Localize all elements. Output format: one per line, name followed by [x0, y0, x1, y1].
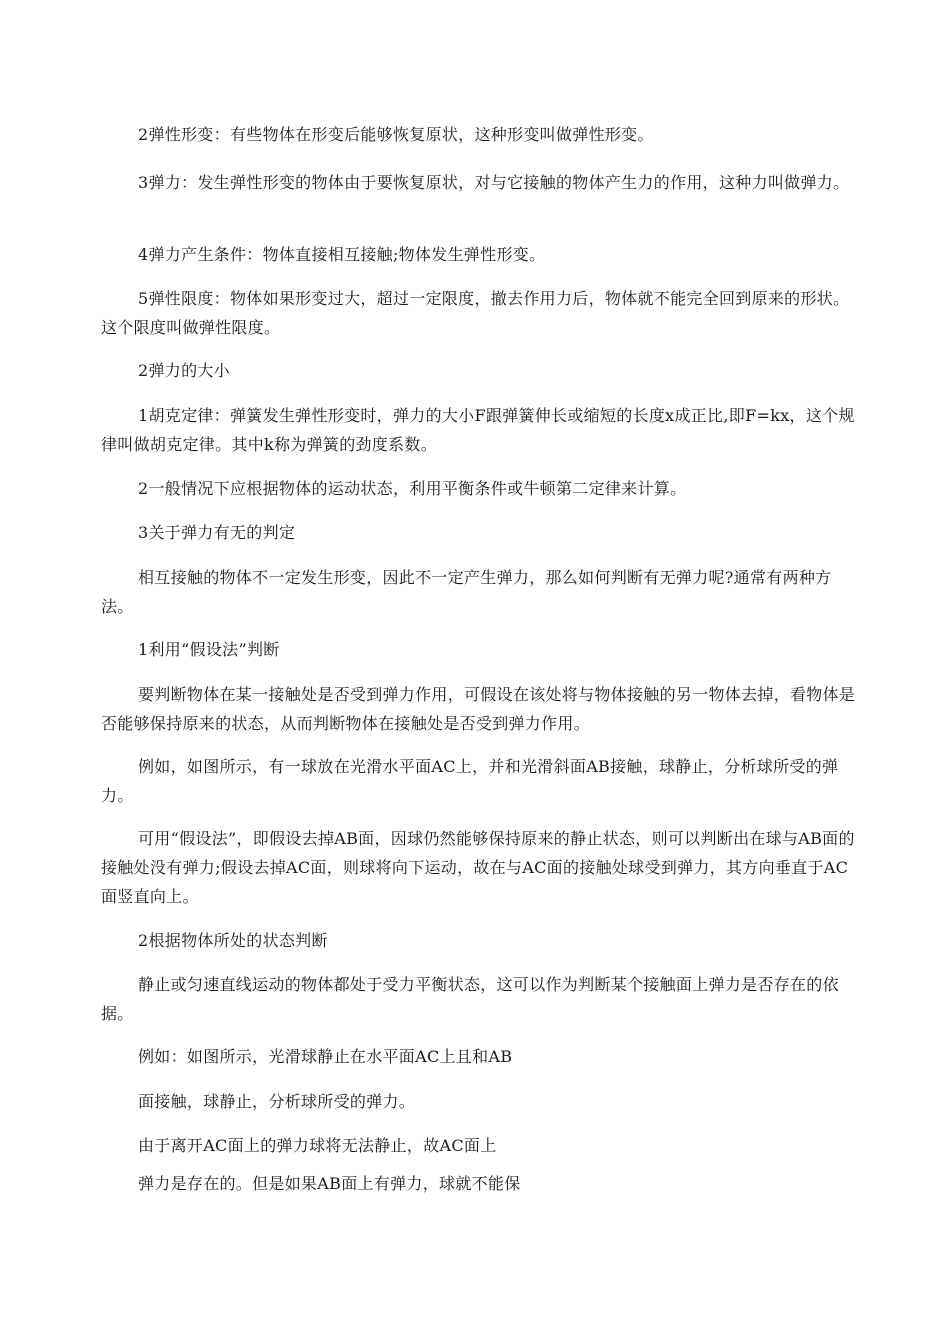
subheading-assumption-method: 1利用“假设法”判断	[138, 640, 280, 659]
paragraph-assumption-method: 要判断物体在某一接触处是否受到弹力作用，可假设在该处将与物体接触的另一物体去掉，看物体是否能够保持原来的状态，从而判断物体在接触处是否受到弹力作用。	[101, 685, 856, 733]
subheading-state-method: 2根据物体所处的状态判断	[138, 931, 328, 950]
paragraph-elastic-deformation: 2弹性形变：有些物体在形变后能够恢复原状，这种形变叫做弹性形变。	[138, 125, 654, 144]
paragraph-elastic-limit: 5弹性限度：物体如果形变过大，超过一定限度，撤去作用力后，物体就不能完全回到原来的形状。这个限度叫做弹性限度。	[101, 289, 850, 337]
section-heading-force-determination: 3关于弹力有无的判定	[138, 523, 296, 542]
paragraph-example-two-continued: 面接触，球静止，分析球所受的弹力。	[138, 1092, 416, 1111]
paragraph-two-methods: 相互接触的物体不一定发生形变，因此不一定产生弹力，那么如何判断有无弹力呢?通常有两种方法。	[101, 568, 832, 616]
paragraph-general-calculation: 2一般情况下应根据物体的运动状态，利用平衡条件或牛顿第二定律来计算。	[138, 479, 687, 498]
paragraph-elastic-force: 3弹力：发生弹性形变的物体由于要恢复原状，对与它接触的物体产生力的作用，这种力叫做弹力。	[138, 173, 850, 192]
paragraph-elastic-force-conditions: 4弹力产生条件：物体直接相互接触;物体发生弹性形变。	[138, 245, 546, 264]
section-heading-force-magnitude: 2弹力的大小	[138, 361, 230, 380]
paragraph-equilibrium: 静止或匀速直线运动的物体都处于受力平衡状态，这可以作为判断某个接触面上弹力是否存在的依据。	[101, 975, 839, 1023]
paragraph-example-two-analysis-continued: 弹力是存在的。但是如果AB面上有弹力，球就不能保	[138, 1174, 521, 1193]
paragraph-example-one: 例如，如图所示，有一球放在光滑水平面AC上，并和光滑斜面AB接触，球静止，分析球所受的弹力。	[101, 757, 839, 805]
paragraph-example-two-analysis: 由于离开AC面上的弹力球将无法静止，故AC面上	[138, 1136, 497, 1155]
paragraph-hookes-law: 1胡克定律：弹簧发生弹性形变时，弹力的大小F跟弹簧伸长或缩短的长度x成正比,即F=kx，这个规律叫做胡克定律。其中k称为弹簧的劲度系数。	[101, 406, 855, 454]
paragraph-example-one-analysis: 可用“假设法”，即假设去掉AB面，因球仍然能够保持原来的静止状态，则可以判断出在球与AB面的接触处没有弹力;假设去掉AC面，则球将向下运动，故在与AC面的接触处球受到弹力，其方向垂直于AC面竖直向上。	[101, 829, 855, 906]
paragraph-example-two: 例如：如图所示，光滑球静止在水平面AC上且和AB	[138, 1047, 513, 1066]
